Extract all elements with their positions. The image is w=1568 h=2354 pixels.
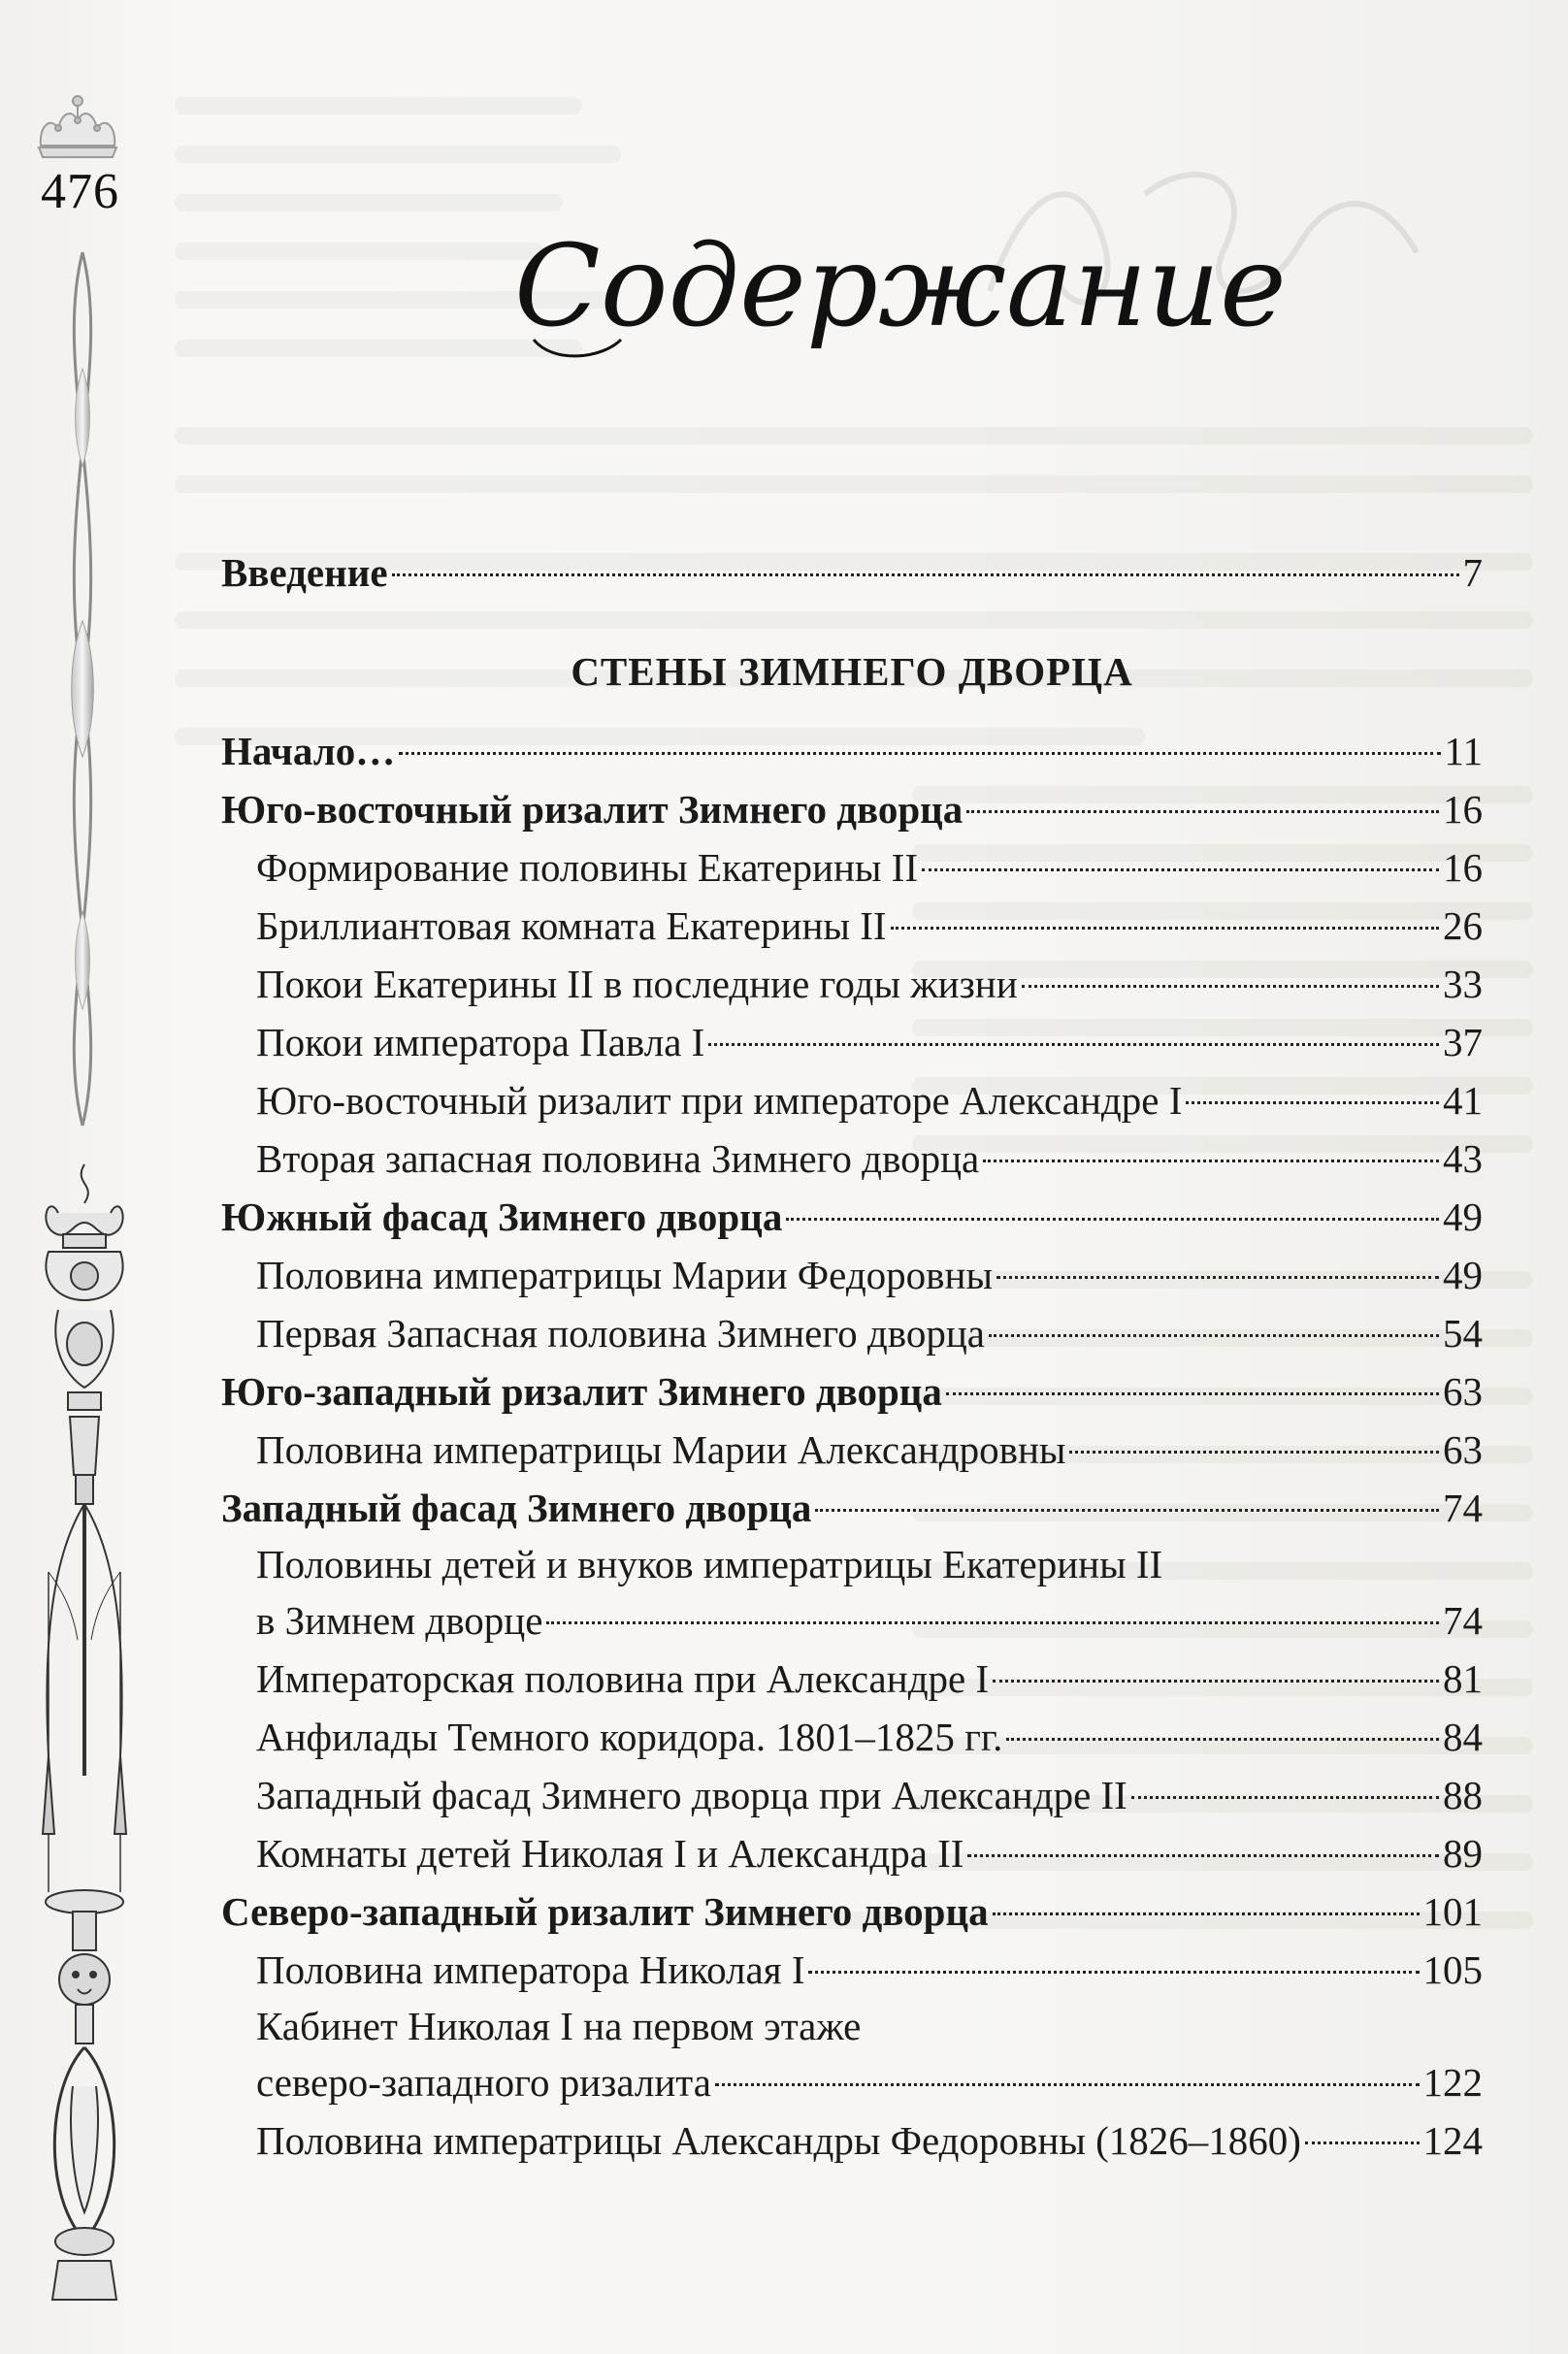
toc-entry-label: Вторая запасная половина Зимнего дворца (256, 1136, 980, 1181)
toc-entry-page: 37 (1443, 1020, 1483, 1064)
toc-entry[interactable] (221, 1941, 1483, 1999)
toc-entry-label: Покои Екатерины II в последние годы жизни (256, 962, 1018, 1006)
toc-entry-page: 49 (1443, 1194, 1483, 1239)
dot-leader (392, 573, 1459, 576)
toc-entry-page: 16 (1443, 845, 1483, 890)
dot-leader (946, 1392, 1439, 1395)
toc-entry-page: 89 (1443, 1831, 1483, 1876)
toc-entry-page: 43 (1443, 1136, 1483, 1181)
toc-entry-label: Юго-восточный ризалит при императоре Александре I (256, 1078, 1183, 1123)
crown-icon (29, 87, 126, 165)
toc-entry-label: Анфилады Темного коридора. 1801–1825 гг. (256, 1715, 1003, 1759)
toc-entry-label: Юго-западный ризалит Зимнего дворца (221, 1369, 942, 1414)
page-number: 476 (41, 164, 119, 219)
toc-entry-label: Северо-западный ризалит Зимнего дворца (221, 1889, 989, 1934)
toc-entry-label: Покои императора Павла I (256, 1020, 705, 1064)
dot-leader (891, 927, 1439, 930)
toc-entry[interactable] (221, 780, 1483, 838)
dot-leader (1305, 2141, 1420, 2144)
dot-leader (922, 868, 1439, 871)
toc-entry[interactable] (221, 838, 1483, 897)
dot-leader (786, 1218, 1439, 1221)
toc-entry-label: Западный фасад Зимнего дворца при Александре II (256, 1773, 1127, 1817)
dot-leader (993, 1680, 1439, 1683)
toc-entry-label: Половина императора Николая I (256, 1947, 805, 1992)
toc-entry-page: 16 (1443, 787, 1483, 832)
toc-entry-label: Западный фасад Зимнего дворца (221, 1486, 812, 1530)
toc-entry-page: 63 (1443, 1369, 1483, 1414)
toc-entry-page: 101 (1422, 1889, 1483, 1934)
toc-entry-page: 105 (1422, 1947, 1483, 1992)
toc-entry-label: Бриллиантовая комната Екатерины II (256, 903, 887, 948)
toc-entry[interactable] (221, 1188, 1483, 1246)
toc-entry-intro[interactable] (221, 543, 1483, 602)
toc-entry[interactable] (221, 1071, 1483, 1129)
toc-entry[interactable] (221, 1882, 1483, 1941)
dot-leader (1006, 1738, 1439, 1741)
toc-entry-page: 63 (1443, 1427, 1483, 1472)
toc-entry-page: 54 (1443, 1311, 1483, 1356)
dot-leader (1131, 1796, 1439, 1799)
toc-entry[interactable] (221, 1708, 1483, 1766)
toc-entry-page: 33 (1443, 962, 1483, 1006)
dot-leader (708, 1043, 1439, 1046)
toc-entry[interactable] (221, 1766, 1483, 1824)
toc-entry[interactable] (221, 955, 1483, 1013)
toc-entry-label: Половина императрицы Александры Федоровны (1826–1860) (256, 2118, 1301, 2163)
toc-entry-page: 11 (1444, 729, 1483, 773)
toc-entry-page: 49 (1443, 1253, 1483, 1297)
toc-entry-line (256, 2053, 1483, 2111)
toc-entry-page: 84 (1443, 1715, 1483, 1759)
dot-leader (1186, 1101, 1439, 1104)
toc-entry[interactable] (221, 1999, 1483, 2111)
toc-entry[interactable] (221, 1304, 1483, 1362)
dot-leader (989, 1334, 1439, 1337)
toc-entry[interactable] (221, 897, 1483, 955)
toc-entry-page: 122 (1422, 2060, 1483, 2105)
toc-entry-page: 74 (1443, 1486, 1483, 1530)
dot-leader (399, 752, 1440, 755)
toc-entry-label: Половина императрицы Марии Федоровны (256, 1253, 994, 1297)
toc-entry[interactable] (221, 1421, 1483, 1479)
dot-leader (546, 1621, 1439, 1624)
toc-entry[interactable] (221, 722, 1483, 780)
toc-entry-page: 41 (1443, 1078, 1483, 1123)
toc-entry[interactable] (221, 1650, 1483, 1708)
toc-entry[interactable] (221, 1362, 1483, 1421)
toc-entry-page: 88 (1443, 1773, 1483, 1817)
toc-entry-label: Южный фасад Зимнего дворца (221, 1194, 783, 1239)
toc-entry-page: 81 (1443, 1656, 1483, 1701)
page-title-text: Содержание (514, 221, 1287, 352)
dot-leader (966, 810, 1439, 813)
toc-entry-label: Половина императрицы Марии Александровны (256, 1427, 1066, 1472)
toc-entry[interactable] (221, 1129, 1483, 1188)
toc-entry-label: Введение (221, 550, 388, 595)
dot-leader (1069, 1451, 1439, 1454)
dot-leader (983, 1160, 1439, 1162)
toc-entry-page: 74 (1443, 1598, 1483, 1643)
candelabrum-ornament (19, 1155, 150, 2309)
toc-entry-label: Юго-восточный ризалит Зимнего дворца (221, 787, 964, 832)
toc-entry-label: Начало… (221, 729, 396, 773)
ribbon-ornament (49, 252, 116, 1126)
dot-leader (815, 1509, 1439, 1512)
table-of-contents (221, 543, 1483, 2170)
dot-leader (715, 2083, 1420, 2086)
dot-leader (967, 1854, 1439, 1857)
toc-entry-label: Императорская половина при Александре I (256, 1656, 990, 1701)
dot-leader (996, 1276, 1439, 1279)
toc-entry-page: 26 (1443, 903, 1483, 948)
toc-entry[interactable] (221, 1479, 1483, 1537)
toc-entry-label: Комнаты детей Николая I и Александра II (256, 1831, 964, 1876)
toc-entry-list (221, 722, 1483, 2170)
dot-leader (1022, 985, 1439, 988)
toc-entry[interactable] (221, 1246, 1483, 1304)
toc-entry-label: Половины детей и внуков императрицы Екатерины II (256, 1542, 1163, 1586)
toc-entry[interactable] (221, 1537, 1483, 1650)
toc-entry-label-continued: северо-западного ризалита (256, 2060, 711, 2105)
toc-entry-line (256, 1591, 1483, 1650)
toc-entry-label: Первая Запасная половина Зимнего дворца (256, 1311, 985, 1356)
toc-entry-label: Кабинет Николая I на первом этаже (256, 2004, 862, 2048)
dot-leader (993, 1913, 1420, 1915)
page-title (514, 194, 1287, 378)
dot-leader (808, 1971, 1419, 1974)
toc-entry-page: 7 (1462, 550, 1483, 595)
toc-entry[interactable] (221, 1824, 1483, 1882)
toc-entry[interactable] (221, 1013, 1483, 1071)
toc-entry-page: 124 (1422, 2118, 1483, 2163)
toc-entry[interactable] (221, 2111, 1483, 2170)
toc-entry-label-continued: в Зимнем дворце (256, 1598, 543, 1643)
section-heading: СТЕНЫ ЗИМНЕГО ДВОРЦА (571, 649, 1133, 694)
toc-entry-label: Формирование половины Екатерины II (256, 845, 918, 890)
